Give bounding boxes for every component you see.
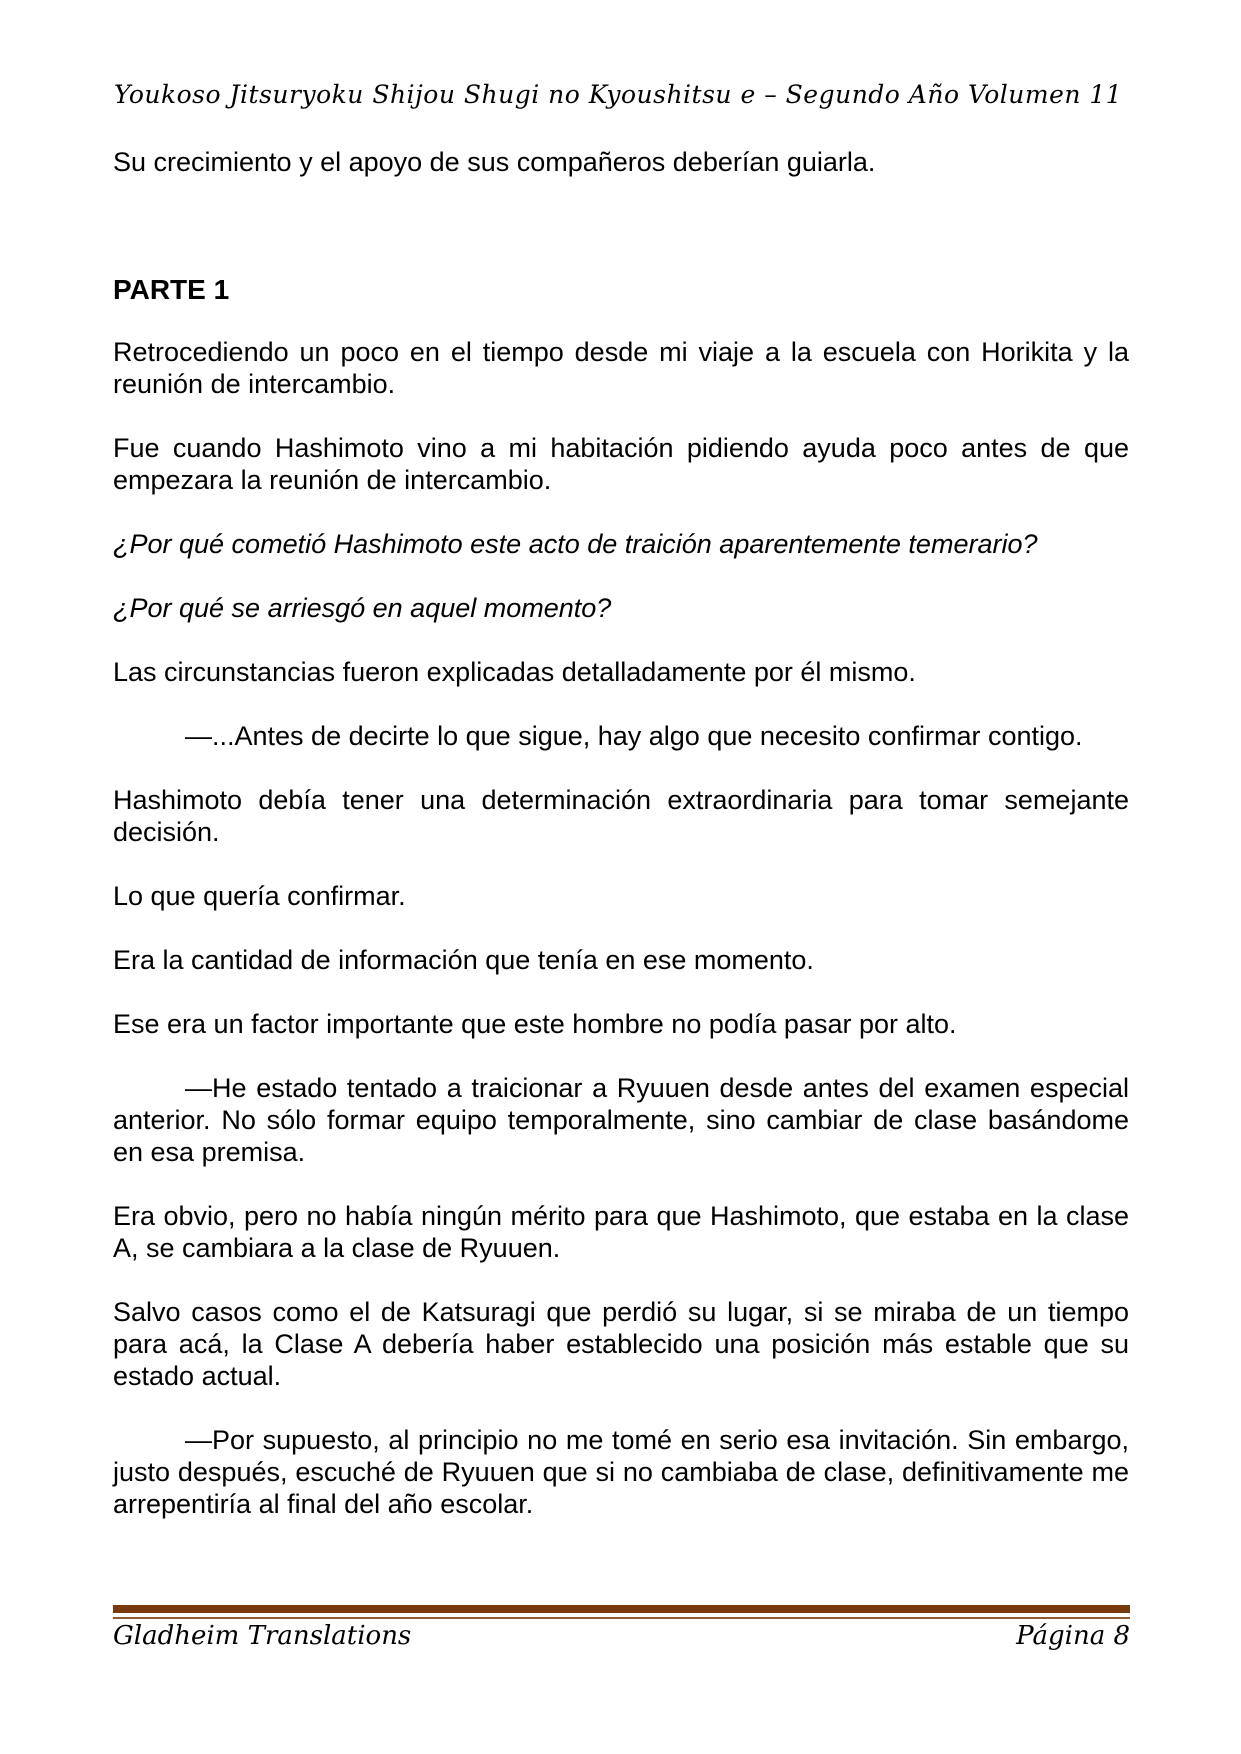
footer-translator-credit: Gladheim Translations: [113, 1621, 412, 1651]
footer-divider-thin-line: [113, 1617, 1130, 1619]
body-paragraph: Salvo casos como el de Katsuragi que perdió su lugar, si se miraba de un tiempo para acá, la Clase A debería haber establecido una posición más estable que su estado actual.: [113, 1297, 1129, 1391]
section-heading: PARTE 1: [113, 274, 230, 305]
body-paragraph: Retrocediendo un poco en el tiempo desde mi viaje a la escuela con Horikita y la reunión de intercambio.: [113, 337, 1129, 399]
dialogue-paragraph: —He estado tentado a traicionar a Ryuuen desde antes del examen especial anterior. No sólo formar equipo temporalmente, sino cambiar de clase basándome en esa premisa.: [113, 1073, 1129, 1167]
dialogue-paragraph: —...Antes de decirte lo que sigue, hay algo que necesito confirmar contigo.: [185, 721, 1083, 751]
body-paragraph-italic: ¿Por qué cometió Hashimoto este acto de traición aparentemente temerario?: [113, 529, 1038, 559]
body-paragraph: Hashimoto debía tener una determinación extraordinaria para tomar semejante decisión.: [113, 785, 1129, 847]
body-paragraph: Lo que quería confirmar.: [113, 881, 406, 911]
footer-divider-thick-line: [113, 1605, 1130, 1613]
body-paragraph: Era la cantidad de información que tenía en ese momento.: [113, 945, 814, 975]
body-paragraph: Las circunstancias fueron explicadas detalladamente por él mismo.: [113, 657, 916, 687]
body-paragraph-italic: ¿Por qué se arriesgó en aquel momento?: [113, 593, 612, 623]
body-paragraph: Fue cuando Hashimoto vino a mi habitación pidiendo ayuda poco antes de que empezara la reunión de intercambio.: [113, 433, 1129, 495]
body-paragraph: Ese era un factor importante que este hombre no podía pasar por alto.: [113, 1009, 957, 1039]
page-footer: [113, 1621, 1130, 1651]
dialogue-paragraph: —Por supuesto, al principio no me tomé en serio esa invitación. Sin embargo, justo después, escuché de Ryuuen que si no cambiaba de clase, definitivamente me arrepentiría al final del año escolar.: [113, 1425, 1129, 1519]
body-paragraph: Era obvio, pero no había ningún mérito para que Hashimoto, que estaba en la clase A, se cambiara a la clase de Ryuuen.: [113, 1201, 1129, 1263]
intro-paragraph: Su crecimiento y el apoyo de sus compañeros deberían guiarla.: [113, 147, 876, 177]
footer-divider: [113, 1605, 1130, 1619]
running-header-title: Youkoso Jitsuryoku Shijou Shugi no Kyoushitsu e – Segundo Año Volumen 11: [114, 80, 1123, 109]
page-content: [113, 146, 1129, 1552]
footer-page-number: Página 8: [1016, 1621, 1130, 1651]
running-header: [114, 80, 1130, 109]
